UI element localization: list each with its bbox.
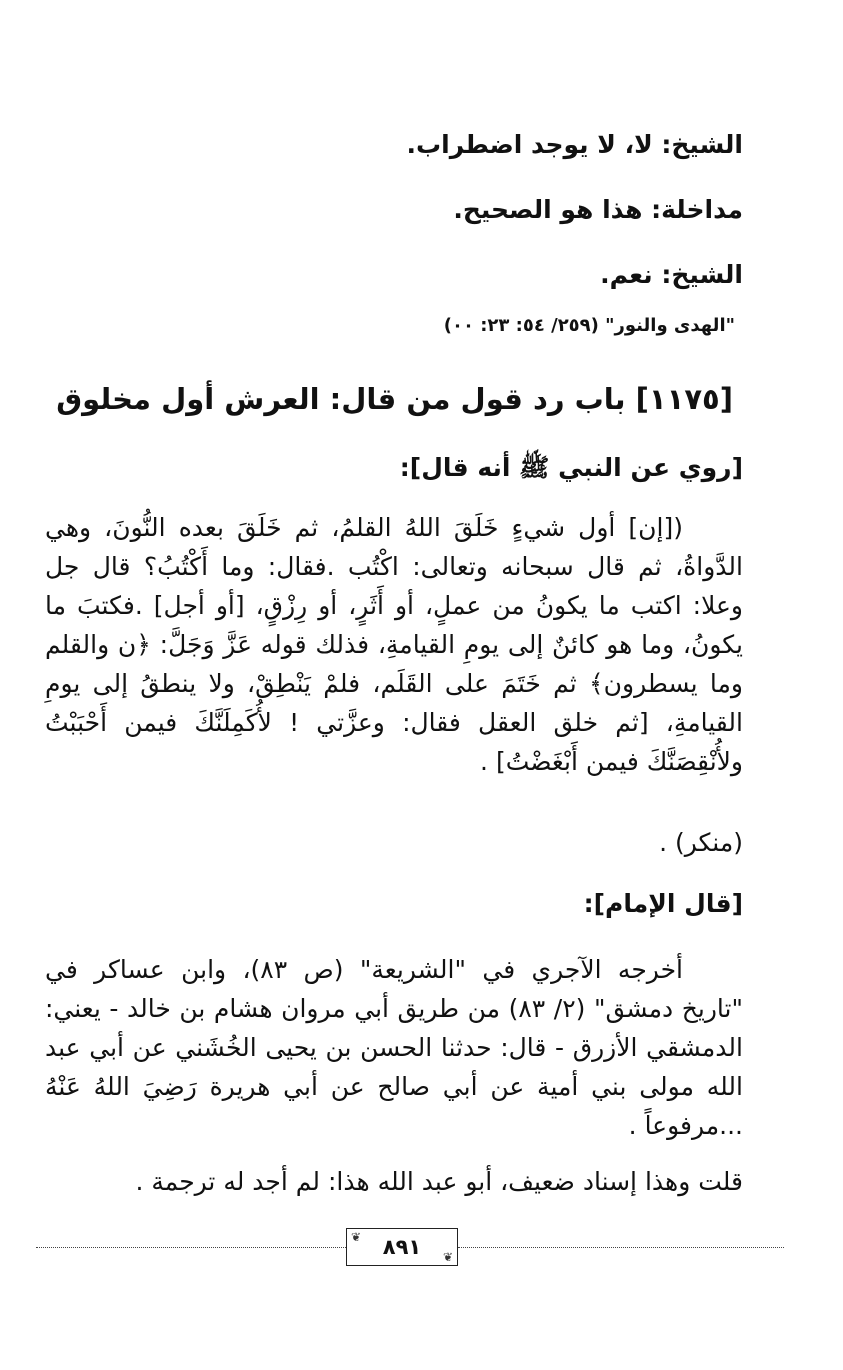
hadith-text: ([إن] أول شيءٍ خَلَقَ اللهُ القلمُ، ثم خَلَقَ بعده النُّونَ، وهي الدَّواةُ، ثم قال سبحانه وتعالى: اكْتُب .فقال: وما أَكْتُبُ؟ قال جل وعلا: اكتب ما يكونُ من عملٍ، أو أَثَرٍ، أو رِزْقٍ، [أو أجل] .فكتبَ ما يكونُ، وما هو كائنٌ إلى يومِ القيامةِ، فذلك قوله عَزَّ وَجَلَّ: ﴿ن والقلم وما يسطرون﴾ ثم خَتَمَ على القَلَم، فلمْ يَنْطِقْ، ولا ينطقُ إلى يومِ القيامةِ، [ثم خلق العقل فقال: وعزَّتي ! لأُكَمِلَنَّكَ فيمن أَحْبَبْتُ ولأُنْقِصَنَّكَ فيمن أَبْغَضْتُ] . <box>45 513 743 776</box>
chapter-heading: [١١٧٥] باب رد قول من قال: العرش أول مخلوق <box>56 382 733 416</box>
dialogue-line-3: الشيخ: نعم. <box>600 260 743 289</box>
imam-label: [قال الإمام]: <box>583 889 743 918</box>
takhrij-text: أخرجه الآجري في "الشريعة" (ص ٨٣)، وابن عساكر في "تاريخ دمشق" (٢/ ٨٣) من طريق أبي مروان هشام بن خالد - يعني: الدمشقي الأزرق - قال: حدثنا الحسن بن يحيى الخُشَني عن أبي عبد الله مولى بني أمية عن أبي صالح عن أبي هريرة رَضِيَ اللهُ عَنْهُ ...مرفوعاً . <box>45 955 743 1140</box>
source-reference: "الهدى والنور" (٢٥٩/ ٥٤: ٢٣: ٠٠) <box>443 315 735 336</box>
page-number-box <box>346 1228 458 1266</box>
footer-rule-right <box>458 1247 784 1248</box>
corner-ornament-icon: ❦ <box>351 1230 362 1244</box>
footer-rule-left <box>36 1247 346 1248</box>
corner-ornament-icon: ❦ <box>442 1250 453 1264</box>
dialogue-line-2: مداخلة: هذا هو الصحيح. <box>453 195 743 224</box>
conclusion-text: قلت وهذا إسناد ضعيف، أبو عبد الله هذا: لم أجد له ترجمة . <box>135 1167 743 1196</box>
page-number: ٨٩١ <box>382 1235 422 1259</box>
narration-intro: [روي عن النبي ﷺ أنه قال]: <box>399 453 743 482</box>
dialogue-line-1: الشيخ: لا، لا يوجد اضطراب. <box>406 130 743 159</box>
hadith-verdict: (منكر) . <box>659 828 743 857</box>
